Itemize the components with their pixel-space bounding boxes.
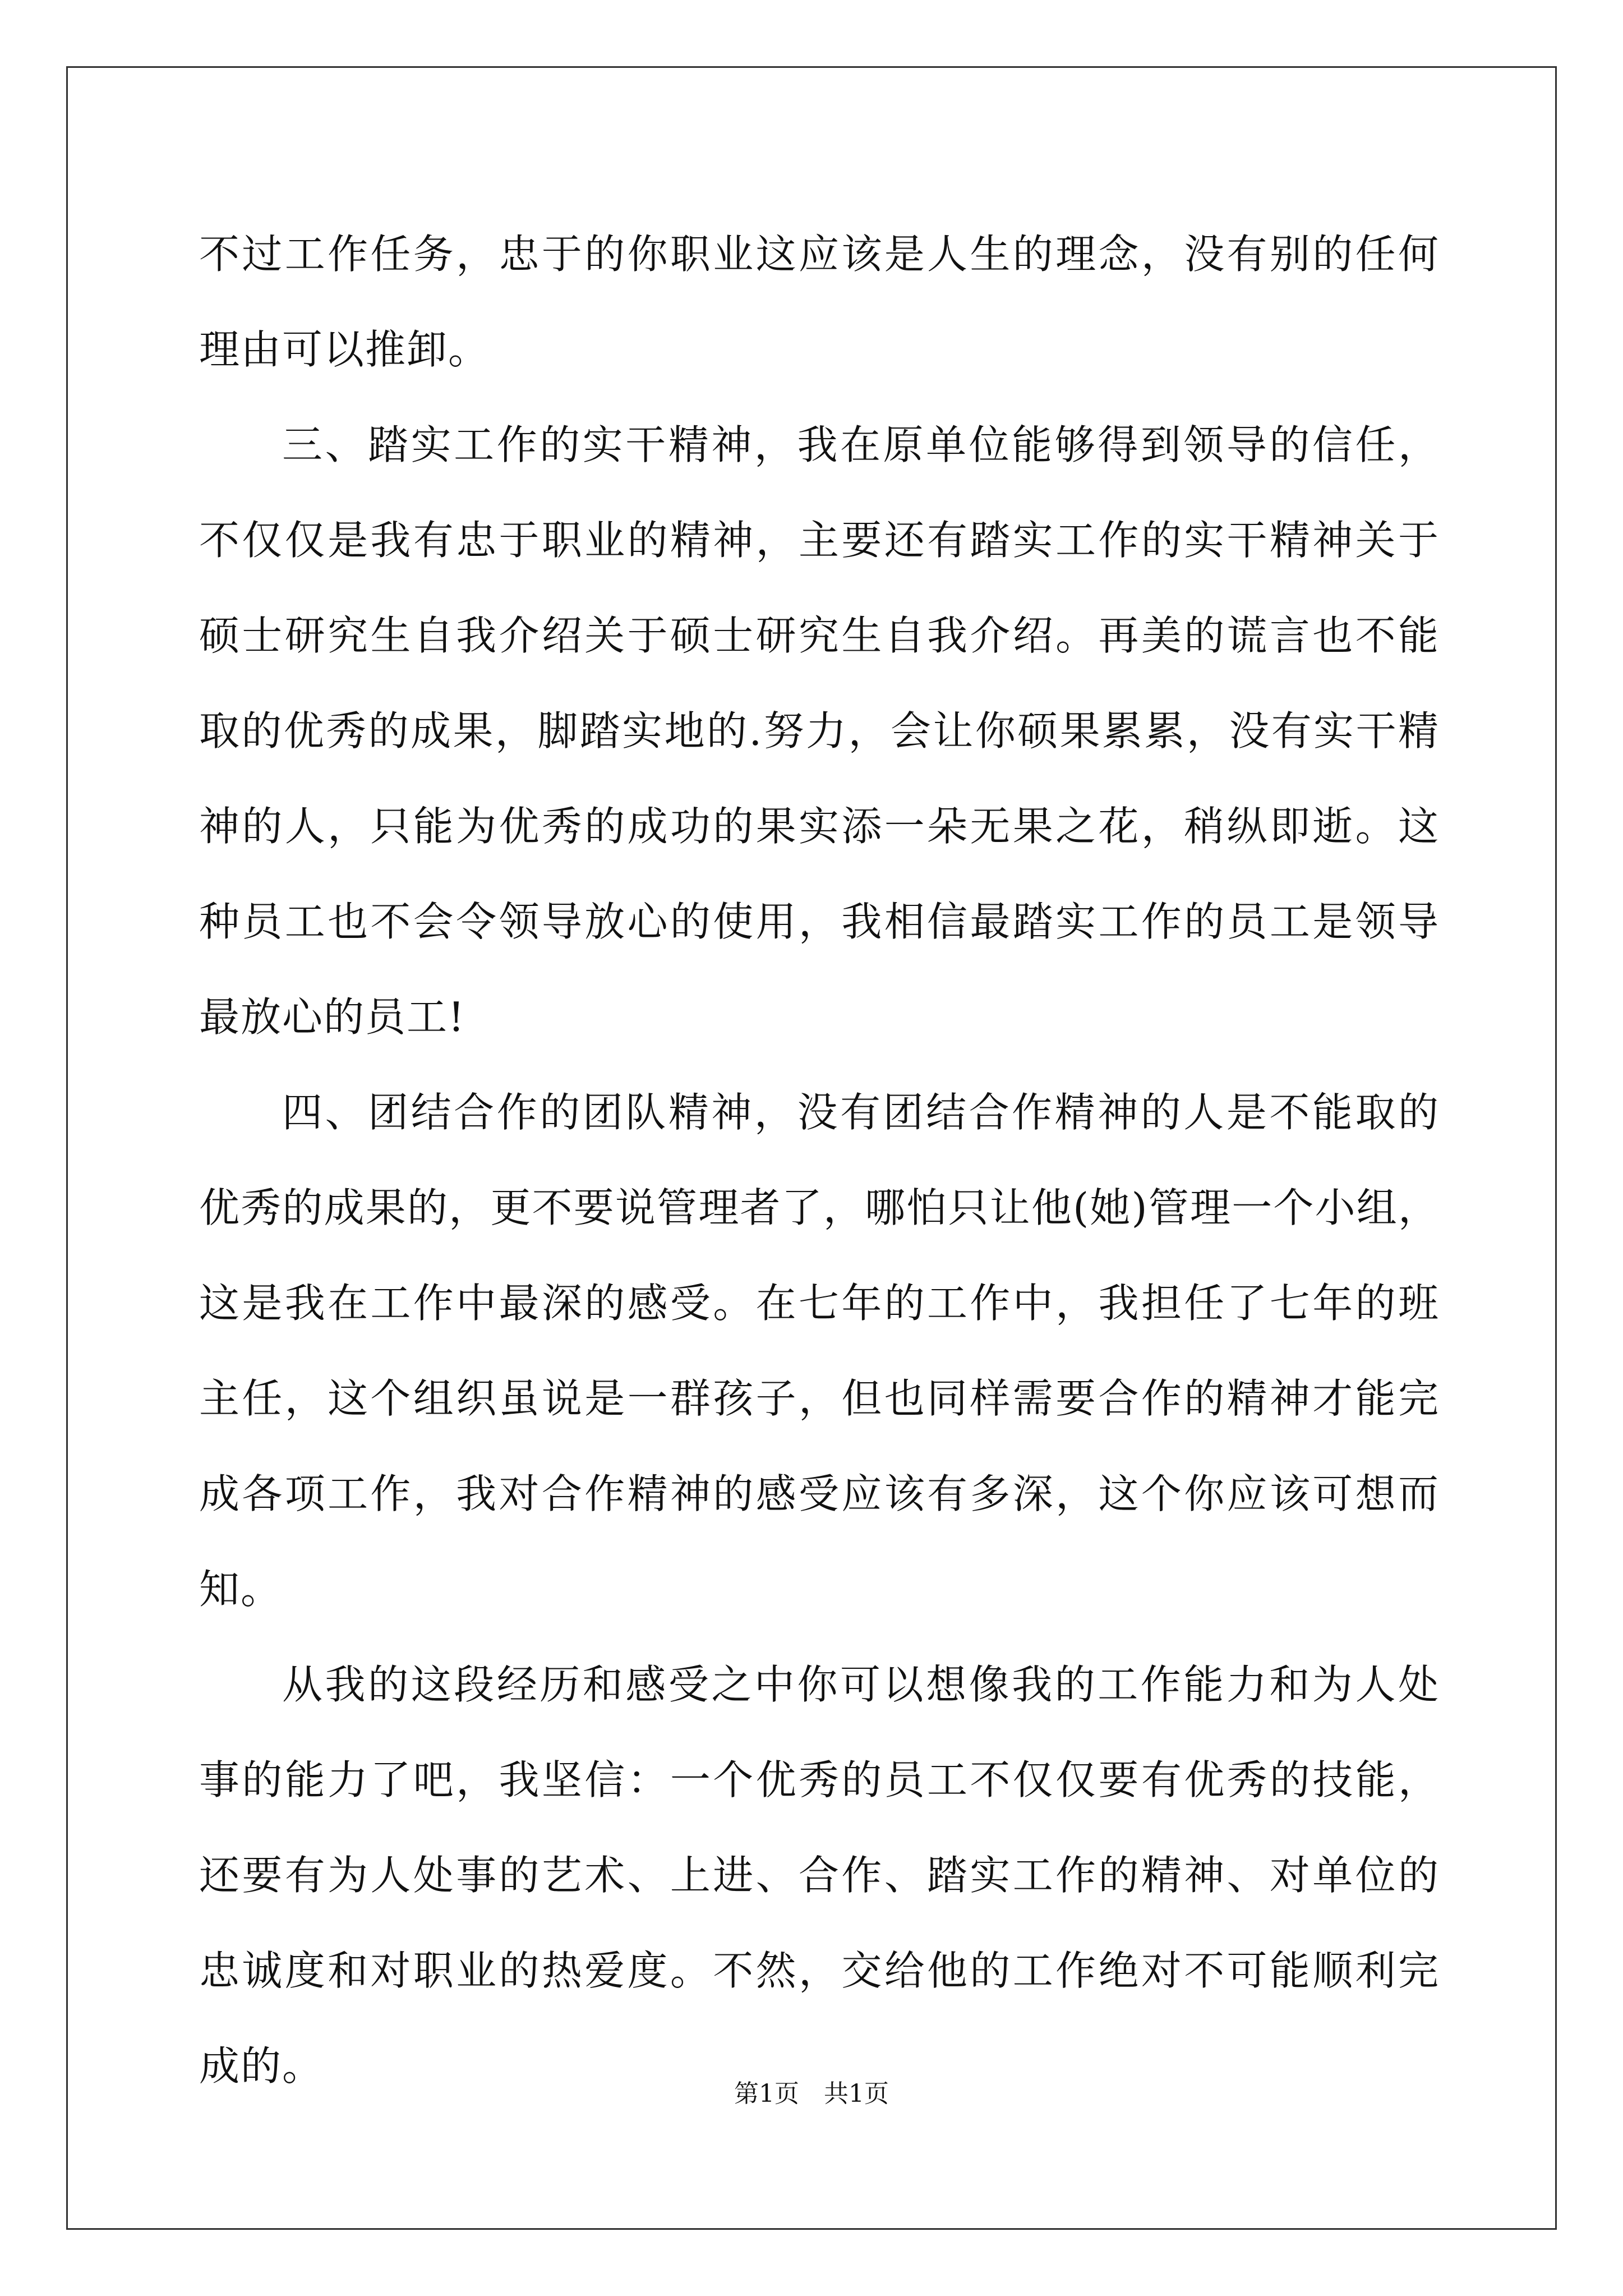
paragraph-3: 四、团结合作的团队精神，没有团结合作精神的人是不能取的优秀的成果的，更不要说管理者了，哪怕只让他(她)管理一个小组，这是我在工作中最深的感受。在七年的工作中，我担任了七年的班主任，这个组织虽说是一群孩子，但也同样需要合作的精神才能完成各项工作，我对合作精神的感受应该有多深，这个你应该可想而知。	[199, 1089, 1440, 1613]
document-body	[199, 206, 1440, 2114]
page-total: 共1页	[824, 2079, 889, 2108]
paragraph-4: 从我的这段经历和感受之中你可以想像我的工作能力和为人处事的能力了吧，我坚信：一个优秀的员工不仅仅要有优秀的技能，还要有为人处事的艺术、上进、合作、踏实工作的精神、对单位的忠诚度和对职业的热爱度。不然，交给他的工作绝对不可能顺利完成的。	[199, 1661, 1440, 2090]
page-number: 第1页	[734, 2079, 799, 2108]
page-footer	[0, 2077, 1623, 2111]
paragraph-1: 不过工作任务，忠于的你职业这应该是人生的理念，没有别的任何理由可以推卸。	[199, 231, 1440, 373]
paragraph-2: 三、踏实工作的实干精神，我在原单位能够得到领导的信任，不仅仅是我有忠于职业的精神，主要还有踏实工作的实干精神关于硕士研究生自我介绍关于硕士研究生自我介绍。再美的谎言也不能取的优秀的成果，脚踏实地的.努力，会让你硕果累累，没有实干精神的人，只能为优秀的成功的果实添一朵无果之花，稍纵即逝。这种员工也不会令领导放心的使用，我相信最踏实工作的员工是领导最放心的员工!	[199, 421, 1440, 1041]
